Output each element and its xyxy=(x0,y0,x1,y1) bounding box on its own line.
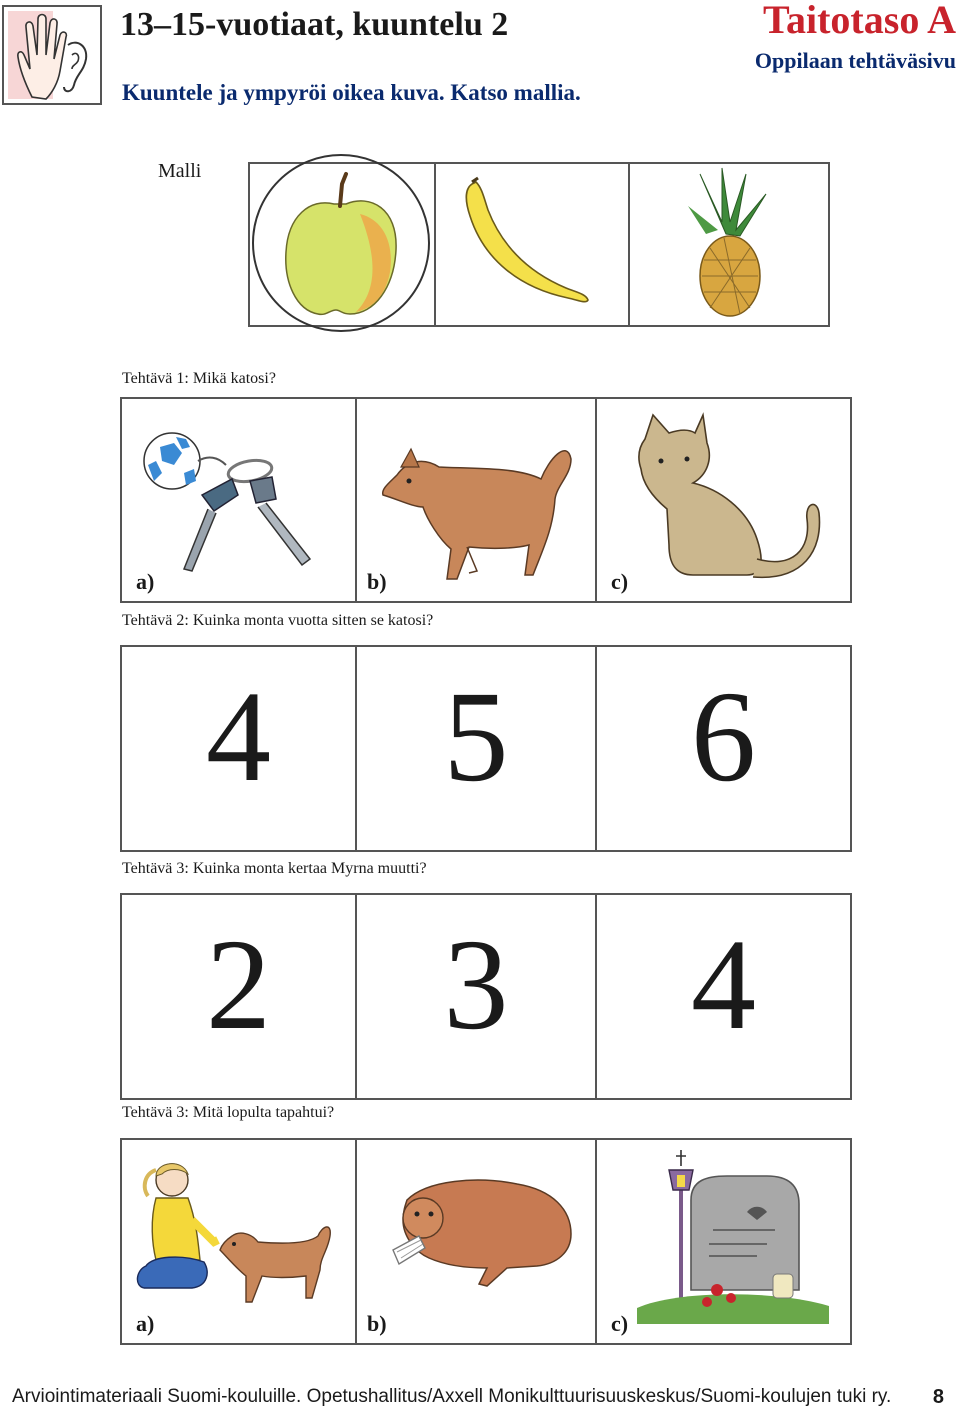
task-4-box xyxy=(120,1138,852,1345)
task-4-label: Tehtävä 3: Mitä lopulta tapahtui? xyxy=(122,1104,335,1121)
worksheet-title: 13–15-vuotiaat, kuuntelu 2 xyxy=(120,6,509,43)
banana-image xyxy=(436,164,630,325)
answer-number: 4 xyxy=(206,665,271,809)
task-3-label: Tehtävä 3: Kuinka monta kertaa Myrna muutti? xyxy=(122,860,427,877)
option-letter-c: c) xyxy=(611,1311,629,1336)
option-letter-b: b) xyxy=(367,1311,387,1336)
answer-number: 5 xyxy=(443,665,509,809)
task-2-box xyxy=(120,645,852,852)
option-letter-a: a) xyxy=(136,1311,155,1336)
hand-ear-icon xyxy=(2,5,102,105)
answer-number: 6 xyxy=(691,665,756,809)
task-2-label: Tehtävä 2: Kuinka monta vuotta sitten se katosi? xyxy=(122,612,434,629)
task-4-option-c[interactable] xyxy=(595,1140,850,1343)
task-1-box xyxy=(120,397,852,603)
sample-label: Malli xyxy=(158,160,202,182)
task-4-option-a[interactable] xyxy=(122,1140,355,1343)
task-3-box xyxy=(120,893,852,1100)
task-1-label: Tehtävä 1: Mikä katosi? xyxy=(122,370,276,387)
task-2-option-2[interactable] xyxy=(355,647,595,850)
option-letter-c: c) xyxy=(611,569,629,594)
gravestone-image xyxy=(597,1140,852,1343)
task-3-option-2[interactable] xyxy=(355,895,595,1098)
option-letter-b: b) xyxy=(367,569,387,594)
page-type-subtitle: Oppilaan tehtäväsivu xyxy=(754,48,956,73)
cat-image xyxy=(597,399,852,601)
task-1-option-c[interactable] xyxy=(595,399,850,601)
dog-image xyxy=(357,399,597,601)
girl-with-dog-image xyxy=(122,1140,355,1343)
task-2-option-3[interactable] xyxy=(595,647,850,850)
task-1-option-b[interactable] xyxy=(355,399,595,601)
task-4-option-b[interactable] xyxy=(355,1140,595,1343)
task-2-option-1[interactable] xyxy=(122,647,355,850)
worksheet-instruction: Kuuntele ja ympyröi oikea kuva. Katso mallia. xyxy=(122,80,581,105)
task-3-option-1[interactable] xyxy=(122,895,355,1098)
sample-answer-circle xyxy=(250,152,432,334)
option-letter-a: a) xyxy=(136,569,155,594)
task-3-option-3[interactable] xyxy=(595,895,850,1098)
injured-dog-image xyxy=(357,1140,597,1343)
answer-number: 4 xyxy=(691,913,756,1057)
answer-number: 3 xyxy=(443,913,509,1057)
task-1-option-a[interactable] xyxy=(122,399,355,601)
sample-cell-banana[interactable] xyxy=(434,164,628,325)
pineapple-image xyxy=(630,164,830,325)
answer-number: 2 xyxy=(206,913,271,1057)
footer-text: Arviointimateriaali Suomi-kouluille. Opetushallitus/Axxell Monikulttuurisuuskeskus/Suomi-koulujen tuki ry. xyxy=(12,1386,892,1407)
sample-cell-pineapple[interactable] xyxy=(628,164,828,325)
skill-level-label: Taitotaso A xyxy=(762,0,956,42)
keys-with-ball-image xyxy=(122,399,355,601)
page-number: 8 xyxy=(932,1386,944,1408)
